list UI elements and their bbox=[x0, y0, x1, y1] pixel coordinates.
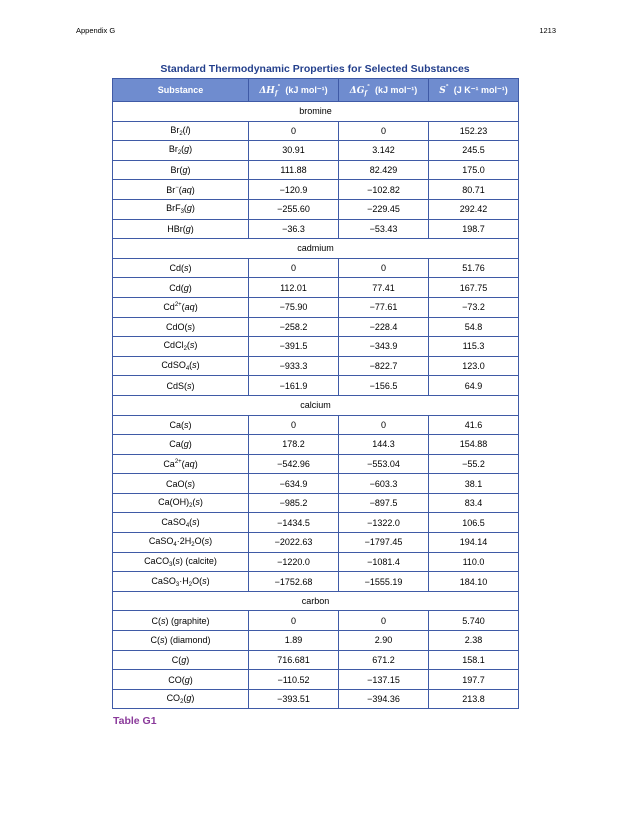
gibbs-cell: −1322.0 bbox=[339, 513, 429, 533]
substance-cell bbox=[113, 199, 249, 219]
gibbs-cell: −603.3 bbox=[339, 474, 429, 494]
enthalpy-cell: −985.2 bbox=[249, 493, 339, 513]
substance-cell bbox=[113, 533, 249, 553]
enthalpy-cell: −1220.0 bbox=[249, 552, 339, 572]
entropy-cell: 106.5 bbox=[429, 513, 519, 533]
enthalpy-cell: −542.96 bbox=[249, 454, 339, 474]
enthalpy-cell: −120.9 bbox=[249, 180, 339, 200]
formula-text: CaSO bbox=[148, 536, 174, 547]
phase-label: g bbox=[181, 654, 187, 665]
gibbs-cell: 144.3 bbox=[339, 435, 429, 455]
entropy-cell: 158.1 bbox=[429, 650, 519, 670]
entropy-cell: 194.14 bbox=[429, 533, 519, 553]
formula-text: ) bbox=[196, 516, 200, 527]
entropy-units: (J K⁻¹ mol⁻¹) bbox=[453, 85, 508, 95]
gibbs-cell: −822.7 bbox=[339, 356, 429, 376]
formula-text: O( bbox=[194, 536, 205, 547]
entropy-cell: −73.2 bbox=[429, 297, 519, 317]
formula-text: CdS( bbox=[166, 380, 187, 391]
gibbs-cell: 0 bbox=[339, 121, 429, 141]
group-label: carbon bbox=[113, 591, 519, 611]
table-row bbox=[113, 317, 519, 337]
table-row bbox=[113, 141, 519, 161]
entropy-cell: 38.1 bbox=[429, 474, 519, 494]
gibbs-cell: −394.36 bbox=[339, 689, 429, 709]
formula-text: ( bbox=[183, 693, 187, 704]
formula-text: CaSO bbox=[151, 575, 176, 586]
table-row bbox=[113, 180, 519, 200]
subscript: 2 bbox=[180, 699, 184, 706]
group-row-cadmium bbox=[113, 239, 519, 259]
group-label: calcium bbox=[113, 395, 519, 415]
phase-label: s bbox=[187, 380, 192, 391]
subscript: 2 bbox=[189, 503, 193, 510]
formula-text: ) bbox=[191, 184, 195, 195]
enthalpy-cell: −391.5 bbox=[249, 337, 339, 357]
formula-text: ) bbox=[194, 340, 198, 351]
gibbs-cell: 671.2 bbox=[339, 650, 429, 670]
table-body bbox=[113, 102, 519, 709]
entropy-cell: 175.0 bbox=[429, 160, 519, 180]
formula-text: ( bbox=[181, 458, 185, 469]
formula-text: ( bbox=[186, 340, 190, 351]
formula-text: ) bbox=[189, 674, 193, 685]
entropy-cell: 110.0 bbox=[429, 552, 519, 572]
formula-text: ) bbox=[188, 439, 192, 450]
entropy-cell: 152.23 bbox=[429, 121, 519, 141]
col-header-gibbs: $\Delta G_f^\circ$ (kJ mol⁻¹) bbox=[339, 79, 429, 102]
gibbs-cell: 77.41 bbox=[339, 278, 429, 298]
enthalpy-cell: −2022.63 bbox=[249, 533, 339, 553]
subscript: 3 bbox=[180, 209, 184, 216]
substance-cell bbox=[113, 141, 249, 161]
formula-text: Ca( bbox=[169, 439, 184, 450]
gibbs-cell: −343.9 bbox=[339, 337, 429, 357]
substance-cell bbox=[113, 474, 249, 494]
enthalpy-units: (kJ mol⁻¹) bbox=[285, 84, 328, 95]
enthalpy-cell: 0 bbox=[249, 611, 339, 631]
col-header-entropy: S° (J K⁻¹ mol⁻¹) bbox=[429, 79, 519, 102]
phase-label: s bbox=[192, 516, 197, 527]
formula-text: ) bbox=[188, 419, 192, 430]
table-row bbox=[113, 199, 519, 219]
entropy-cell: 5.740 bbox=[429, 611, 519, 631]
substance-cell bbox=[113, 160, 249, 180]
gibbs-cell: −1555.19 bbox=[339, 572, 429, 592]
phase-label: s bbox=[187, 478, 192, 489]
gibbs-cell: −229.45 bbox=[339, 199, 429, 219]
phase-label: g bbox=[186, 693, 192, 704]
enthalpy-cell: −933.3 bbox=[249, 356, 339, 376]
formula-text: ( bbox=[189, 516, 193, 527]
gibbs-cell: −137.15 bbox=[339, 670, 429, 690]
substance-cell bbox=[113, 552, 249, 572]
formula-text: ( bbox=[178, 184, 182, 195]
subscript: 3 bbox=[169, 561, 173, 568]
entropy-cell: 41.6 bbox=[429, 415, 519, 435]
formula-text: ) bbox=[192, 321, 195, 332]
formula-text: Cd( bbox=[169, 263, 184, 274]
running-header-section: Appendix G bbox=[76, 26, 116, 35]
table-row bbox=[113, 278, 519, 298]
entropy-cell: 54.8 bbox=[429, 317, 519, 337]
group-label: bromine bbox=[113, 102, 519, 122]
charge: − bbox=[175, 184, 179, 191]
table-row bbox=[113, 415, 519, 435]
phase-label: s bbox=[192, 360, 197, 371]
subscript: 3 bbox=[175, 581, 180, 588]
table-row bbox=[113, 376, 519, 396]
substance-cell bbox=[113, 180, 249, 200]
formula-text: ) bbox=[191, 380, 195, 391]
substance-cell bbox=[113, 337, 249, 357]
group-row-carbon bbox=[113, 591, 519, 611]
gibbs-cell: −102.82 bbox=[339, 180, 429, 200]
phase-label: s bbox=[184, 263, 189, 274]
enthalpy-symbol: ΔH bbox=[259, 85, 275, 96]
enthalpy-cell: −634.9 bbox=[249, 474, 339, 494]
entropy-cell: 2.38 bbox=[429, 631, 519, 651]
substance-cell bbox=[113, 493, 249, 513]
formula-text: ) bbox=[196, 360, 200, 371]
formula-text: ·H bbox=[179, 575, 189, 586]
formula-text: O( bbox=[192, 575, 203, 586]
entropy-cell: 154.88 bbox=[429, 435, 519, 455]
table-row bbox=[113, 454, 519, 474]
entropy-cell: 83.4 bbox=[429, 493, 519, 513]
table-row bbox=[113, 337, 519, 357]
gibbs-cell: −1081.4 bbox=[339, 552, 429, 572]
table-row bbox=[113, 533, 519, 553]
phase-label: g bbox=[184, 674, 190, 685]
enthalpy-cell: 716.681 bbox=[249, 650, 339, 670]
col-header-substance: Substance bbox=[113, 79, 249, 102]
substance-cell bbox=[113, 513, 249, 533]
formula-text: ( bbox=[172, 555, 176, 566]
formula-text: ( bbox=[183, 203, 187, 214]
gibbs-symbol: ΔG bbox=[349, 85, 365, 96]
entropy-cell: −55.2 bbox=[429, 454, 519, 474]
entropy-cell: 292.42 bbox=[429, 199, 519, 219]
substance-cell bbox=[113, 356, 249, 376]
table-row bbox=[113, 121, 519, 141]
table-row bbox=[113, 219, 519, 239]
formula-text: C( bbox=[171, 654, 182, 665]
formula-text: ) bbox=[191, 203, 195, 214]
entropy-cell: 245.5 bbox=[429, 141, 519, 161]
entropy-cell: 167.75 bbox=[429, 278, 519, 298]
phase-label: g bbox=[183, 282, 189, 293]
formula-text: CdSO bbox=[161, 360, 186, 371]
enthalpy-cell: 1.89 bbox=[249, 631, 339, 651]
phase-label: g bbox=[182, 165, 188, 176]
enthalpy-cell: 112.01 bbox=[249, 278, 339, 298]
table-row bbox=[113, 650, 519, 670]
enthalpy-cell: 178.2 bbox=[249, 435, 339, 455]
entropy-cell: 64.9 bbox=[429, 376, 519, 396]
gibbs-cell: 82.429 bbox=[339, 160, 429, 180]
subscript: 2 bbox=[179, 130, 183, 137]
subscript: 2 bbox=[177, 150, 182, 157]
formula-text: ( bbox=[181, 144, 185, 155]
header-row bbox=[113, 79, 519, 102]
phase-label: aq bbox=[181, 184, 192, 195]
formula-text: CdO( bbox=[165, 321, 188, 332]
formula-text: CdCl bbox=[163, 340, 184, 351]
subscript: 2 bbox=[183, 346, 187, 353]
substance-cell bbox=[113, 689, 249, 709]
phase-label: aq bbox=[184, 302, 195, 313]
formula-text: ) bbox=[188, 263, 192, 274]
substance-cell bbox=[113, 454, 249, 474]
table-title: Standard Thermodynamic Properties for Selected Substances bbox=[160, 63, 470, 75]
phase-label: s bbox=[187, 321, 192, 332]
formula-text: ) bbox=[190, 223, 194, 234]
table-row bbox=[113, 513, 519, 533]
formula-text: Br( bbox=[170, 165, 183, 176]
phase-label: s bbox=[175, 555, 180, 566]
formula-text: CO bbox=[166, 693, 181, 704]
formula-text: CaO( bbox=[165, 478, 188, 489]
formula-text: ) bbox=[194, 302, 198, 313]
formula-text: Ca bbox=[163, 458, 175, 469]
table-row bbox=[113, 474, 519, 494]
substance-cell bbox=[113, 650, 249, 670]
formula-text: ·2H bbox=[176, 536, 192, 547]
formula-text: ) (diamond) bbox=[164, 635, 211, 646]
gibbs-cell: −77.61 bbox=[339, 297, 429, 317]
entropy-symbol: S bbox=[439, 86, 446, 96]
entropy-cell: 51.76 bbox=[429, 258, 519, 278]
gibbs-cell: −553.04 bbox=[339, 454, 429, 474]
formula-text: ) bbox=[199, 497, 203, 508]
formula-text: ) bbox=[191, 693, 195, 704]
gibbs-cell: −53.43 bbox=[339, 219, 429, 239]
enthalpy-cell: −75.90 bbox=[249, 297, 339, 317]
substance-cell bbox=[113, 278, 249, 298]
gibbs-cell: 3.142 bbox=[339, 141, 429, 161]
formula-text: Ca(OH) bbox=[158, 497, 190, 508]
entropy-cell: 198.7 bbox=[429, 219, 519, 239]
gibbs-cell: −156.5 bbox=[339, 376, 429, 396]
formula-text: BrF bbox=[166, 203, 181, 214]
gibbs-cell: 0 bbox=[339, 258, 429, 278]
table-row bbox=[113, 356, 519, 376]
entropy-cell: 80.71 bbox=[429, 180, 519, 200]
phase-label: g bbox=[183, 439, 189, 450]
entropy-cell: 197.7 bbox=[429, 670, 519, 690]
formula-text: Br bbox=[166, 184, 176, 195]
page-number: 1213 bbox=[539, 26, 556, 35]
enthalpy-cell: −161.9 bbox=[249, 376, 339, 396]
substance-cell bbox=[113, 258, 249, 278]
substance-cell bbox=[113, 121, 249, 141]
enthalpy-cell: 0 bbox=[249, 121, 339, 141]
subscript: 2 bbox=[191, 542, 195, 549]
subscript: 4 bbox=[185, 522, 190, 529]
charge: 2+ bbox=[174, 302, 182, 309]
table-row bbox=[113, 611, 519, 631]
table-row bbox=[113, 297, 519, 317]
substance-cell bbox=[113, 415, 249, 435]
charge: 2+ bbox=[174, 458, 182, 465]
formula-text: Br bbox=[170, 124, 180, 135]
formula-text: ) (calcite) bbox=[179, 555, 217, 566]
formula-text: ( bbox=[181, 302, 185, 313]
table-row bbox=[113, 689, 519, 709]
phase-label: g bbox=[185, 223, 191, 234]
gibbs-cell: −1797.45 bbox=[339, 533, 429, 553]
table-row bbox=[113, 160, 519, 180]
enthalpy-cell: −36.3 bbox=[249, 219, 339, 239]
formula-text: ) bbox=[187, 124, 191, 135]
formula-text: Cd bbox=[163, 302, 175, 313]
enthalpy-cell: 30.91 bbox=[249, 141, 339, 161]
table-row bbox=[113, 631, 519, 651]
formula-text: ) bbox=[187, 165, 191, 176]
substance-cell bbox=[113, 435, 249, 455]
substance-cell bbox=[113, 631, 249, 651]
gibbs-cell: −897.5 bbox=[339, 493, 429, 513]
formula-text: CO( bbox=[168, 674, 185, 685]
phase-label: g bbox=[184, 144, 190, 155]
formula-text: ) bbox=[189, 144, 193, 155]
group-label: cadmium bbox=[113, 239, 519, 259]
gibbs-cell: 0 bbox=[339, 611, 429, 631]
phase-label: l bbox=[185, 124, 188, 135]
group-row-calcium bbox=[113, 395, 519, 415]
substance-cell bbox=[113, 219, 249, 239]
phase-label: g bbox=[186, 203, 192, 214]
table-row bbox=[113, 258, 519, 278]
table-row bbox=[113, 435, 519, 455]
phase-label: s bbox=[184, 419, 189, 430]
formula-text: CaCO bbox=[144, 555, 170, 566]
subscript: 4 bbox=[185, 366, 190, 373]
formula-text: ( bbox=[192, 497, 196, 508]
formula-text: ) bbox=[188, 282, 192, 293]
formula-text: C( bbox=[151, 615, 161, 626]
group-row-bromine bbox=[113, 102, 519, 122]
substance-cell bbox=[113, 376, 249, 396]
subscript: 4 bbox=[173, 542, 177, 549]
formula-text: C( bbox=[150, 635, 160, 646]
phase-label: s bbox=[160, 615, 166, 626]
enthalpy-cell: 111.88 bbox=[249, 160, 339, 180]
enthalpy-cell: −110.52 bbox=[249, 670, 339, 690]
enthalpy-cell: −255.60 bbox=[249, 199, 339, 219]
entropy-cell: 213.8 bbox=[429, 689, 519, 709]
entropy-cell: 123.0 bbox=[429, 356, 519, 376]
enthalpy-cell: 0 bbox=[249, 258, 339, 278]
entropy-cell: 184.10 bbox=[429, 572, 519, 592]
enthalpy-cell: −1752.68 bbox=[249, 572, 339, 592]
substance-cell bbox=[113, 317, 249, 337]
phase-label: s bbox=[159, 635, 165, 646]
substance-cell bbox=[113, 611, 249, 631]
enthalpy-cell: −258.2 bbox=[249, 317, 339, 337]
formula-text: ) bbox=[186, 654, 190, 665]
formula-text: Ca( bbox=[169, 419, 184, 430]
phase-label: s bbox=[195, 497, 200, 508]
formula-text: ) bbox=[206, 575, 210, 586]
substance-cell bbox=[113, 670, 249, 690]
subscript: 2 bbox=[188, 581, 193, 588]
formula-text: ) bbox=[192, 478, 195, 489]
substance-cell bbox=[113, 572, 249, 592]
phase-label: s bbox=[189, 340, 195, 351]
formula-text: ( bbox=[182, 124, 186, 135]
formula-text: ( bbox=[189, 360, 193, 371]
phase-label: s bbox=[204, 536, 210, 547]
formula-text: HBr( bbox=[167, 223, 186, 234]
col-header-enthalpy: $\Delta H_f^\circ$ (kJ mol⁻¹) bbox=[249, 79, 339, 102]
table-row bbox=[113, 670, 519, 690]
substance-cell bbox=[113, 297, 249, 317]
table-row bbox=[113, 552, 519, 572]
formula-text: Cd( bbox=[169, 282, 184, 293]
gibbs-cell: −228.4 bbox=[339, 317, 429, 337]
table-caption: Table G1 bbox=[113, 715, 157, 727]
gibbs-cell: 0 bbox=[339, 415, 429, 435]
phase-label: s bbox=[202, 575, 207, 586]
formula-text: CaSO bbox=[161, 516, 186, 527]
formula-text: ) bbox=[209, 536, 213, 547]
phase-label: aq bbox=[184, 458, 195, 469]
entropy-cell: 115.3 bbox=[429, 337, 519, 357]
gibbs-units: (kJ mol⁻¹) bbox=[375, 84, 418, 95]
enthalpy-cell: −1434.5 bbox=[249, 513, 339, 533]
formula-text: Br bbox=[168, 144, 178, 155]
enthalpy-cell: 0 bbox=[249, 415, 339, 435]
formula-text: ) (graphite) bbox=[165, 615, 210, 626]
table-row bbox=[113, 572, 519, 592]
gibbs-cell: 2.90 bbox=[339, 631, 429, 651]
thermo-table bbox=[112, 78, 519, 709]
table-row bbox=[113, 493, 519, 513]
enthalpy-cell: −393.51 bbox=[249, 689, 339, 709]
formula-text: ) bbox=[194, 458, 198, 469]
